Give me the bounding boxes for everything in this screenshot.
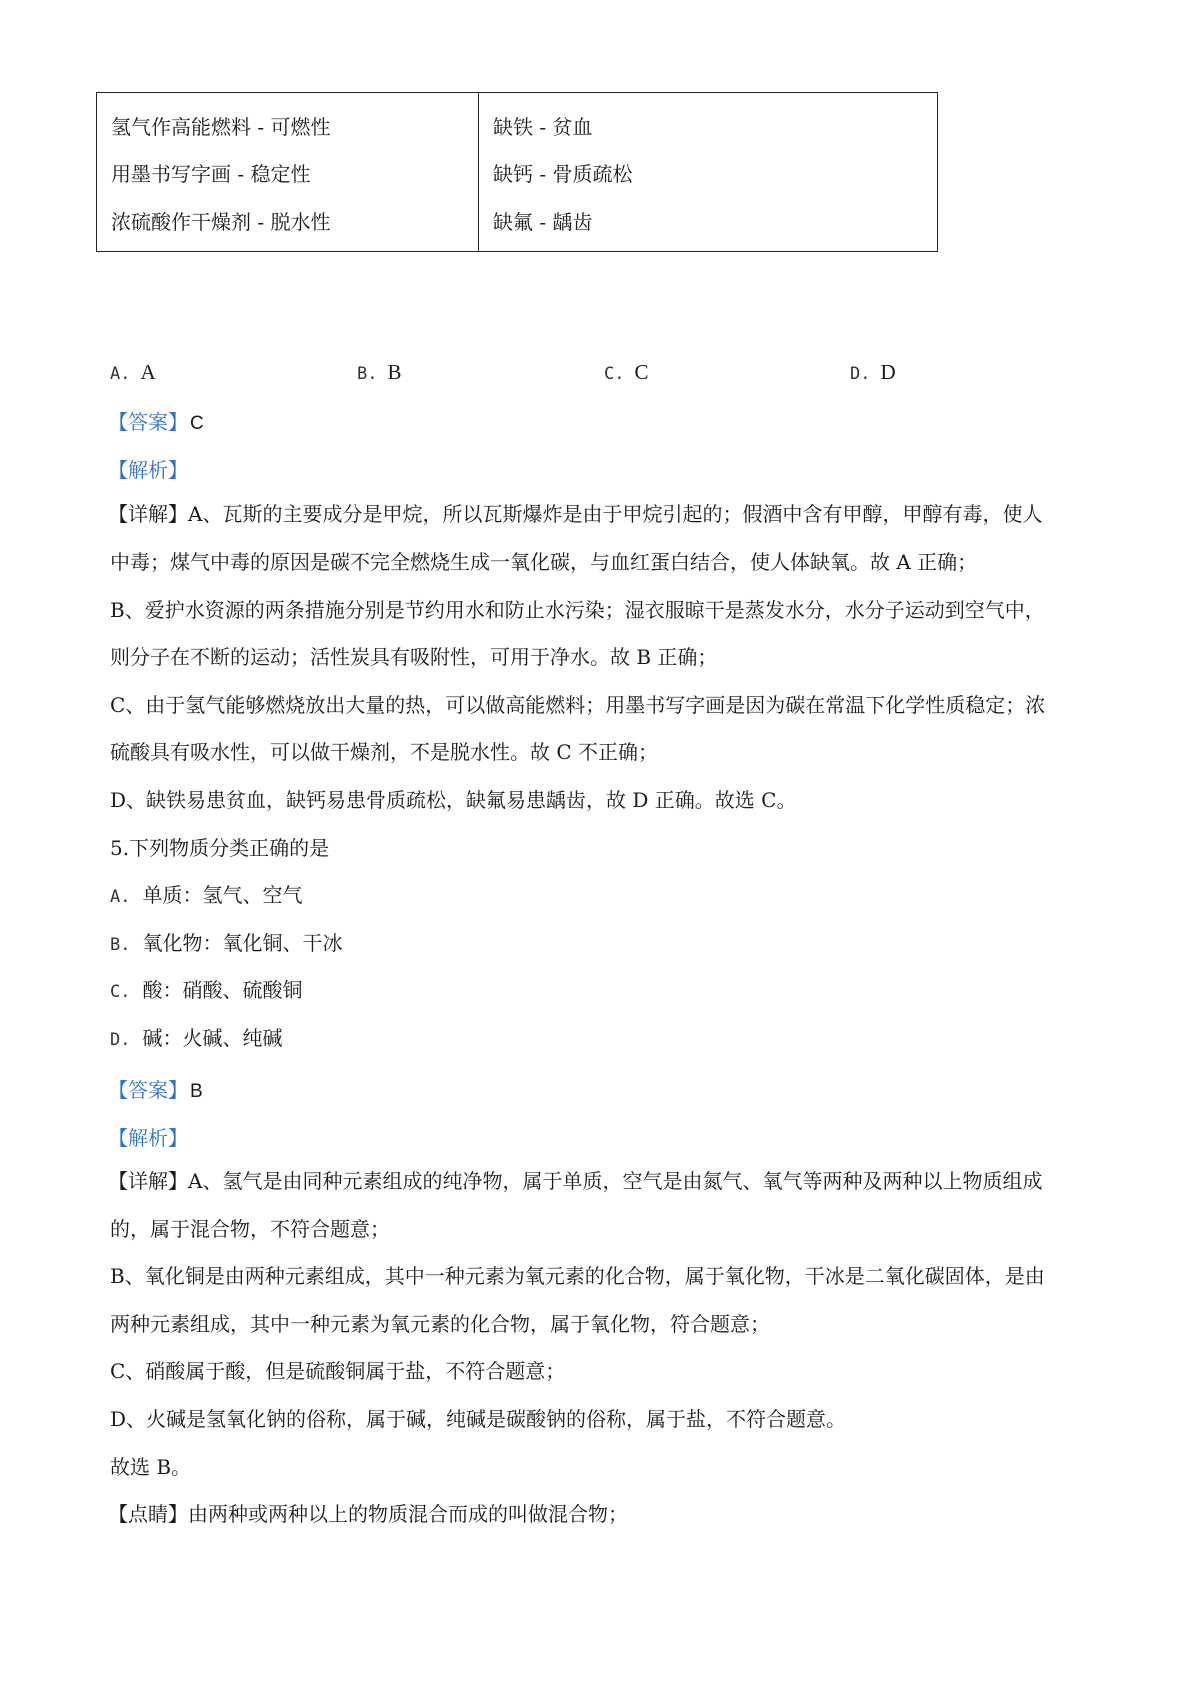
q4-answer-line — [108, 406, 204, 435]
q4-detail-line: 硫酸具有吸水性，可以做干燥剂，不是脱水性。故 C 不正确； — [110, 740, 659, 764]
table-cell: 浓硫酸作干燥剂 - 脱水性 — [111, 210, 331, 234]
table-cell: 氢气作高能燃料 - 可燃性 — [111, 115, 331, 139]
table-cell: 缺钙 - 骨质疏松 — [493, 162, 633, 186]
detail-tag: 【详解】 — [108, 1169, 188, 1193]
detail-tag: 【详解】 — [108, 502, 188, 526]
q5-stem: 5.下列物质分类正确的是 — [110, 836, 330, 860]
q5-detail-line: 两种元素组成，其中一种元素为氧元素的化合物，属于氧化物，符合题意； — [110, 1312, 770, 1336]
comment-tag: 【点睛】 — [108, 1502, 188, 1526]
table-cell: 缺铁 - 贫血 — [493, 115, 593, 139]
q4-detail-line: 则分子在不断的运动；活性炭具有吸附性，可用于净水。故 B 正确； — [110, 645, 718, 669]
q4-detail-line: 中毒；煤气中毒的原因是碳不完全燃烧生成一氧化碳，与血红蛋白结合，使人体缺氧。故 A 正确； — [110, 550, 978, 574]
table-left-column — [97, 93, 479, 251]
q5-detail-line: 故选 B。 — [110, 1455, 192, 1479]
q5-comment-line: 【点睛】由两种或两种以上的物质混合而成的叫做混合物； — [108, 1502, 628, 1526]
q5-detail-line: 【详解】A、氢气是由同种元素组成的纯净物，属于单质，空气是由氮气、氧气等两种及两种以上物质组成 — [108, 1169, 1043, 1193]
q4-detail-line: B、爱护水资源的两条措施分别是节约用水和防止水污染；湿衣服晾干是蒸发水分，水分子运动到空气中， — [110, 598, 1045, 622]
q5-detail-line: C、硝酸属于酸，但是硫酸铜属于盐，不符合题意； — [110, 1359, 566, 1383]
option-c: C. C — [604, 360, 649, 384]
answer-value: C — [190, 413, 204, 434]
answer-tag: 【答案】 — [108, 1078, 188, 1102]
answer-tag: 【答案】 — [108, 410, 188, 434]
q5-choice-a: A. 单质：氢气、空气 — [110, 883, 303, 907]
q5-analysis-tag: 【解析】 — [108, 1126, 188, 1150]
q5-choice-c: C. 酸：硝酸、硫酸铜 — [110, 978, 303, 1002]
option-b: B. B — [357, 360, 402, 384]
q5-detail-line: D、火碱是氢氧化钠的俗称，属于碱，纯碱是碳酸钠的俗称，属于盐，不符合题意。 — [110, 1407, 847, 1431]
option-d: D. D — [850, 360, 896, 384]
table-cell: 缺氟 - 龋齿 — [493, 210, 593, 234]
option-a: A. A — [110, 360, 156, 384]
q4-analysis-tag: 【解析】 — [108, 458, 188, 482]
table-cell: 用墨书写字画 - 稳定性 — [111, 162, 311, 186]
q4-detail-line: D、缺铁易患贫血，缺钙易患骨质疏松，缺氟易患龋齿，故 D 正确。故选 C。 — [110, 788, 797, 812]
q5-detail-line: 的，属于混合物，不符合题意； — [110, 1217, 390, 1241]
q5-choice-b: B. 氧化物：氧化铜、干冰 — [110, 931, 343, 955]
q5-answer-line — [108, 1074, 203, 1103]
matching-table — [96, 92, 938, 252]
q4-detail-line: 【详解】A、瓦斯的主要成分是甲烷，所以瓦斯爆炸是由于甲烷引起的；假酒中含有甲醇，甲醇有毒，使人 — [108, 502, 1043, 526]
table-right-column — [479, 93, 937, 251]
answer-value: B — [190, 1081, 203, 1102]
q5-choice-d: D. 碱：火碱、纯碱 — [110, 1026, 283, 1050]
q5-detail-line: B、氧化铜是由两种元素组成，其中一种元素为氧元素的化合物，属于氧化物，干冰是二氧化碳固体，是由 — [110, 1264, 1045, 1288]
q4-detail-line: C、由于氢气能够燃烧放出大量的热，可以做高能燃料；用墨书写字画是因为碳在常温下化学性质稳定；浓 — [110, 693, 1046, 717]
